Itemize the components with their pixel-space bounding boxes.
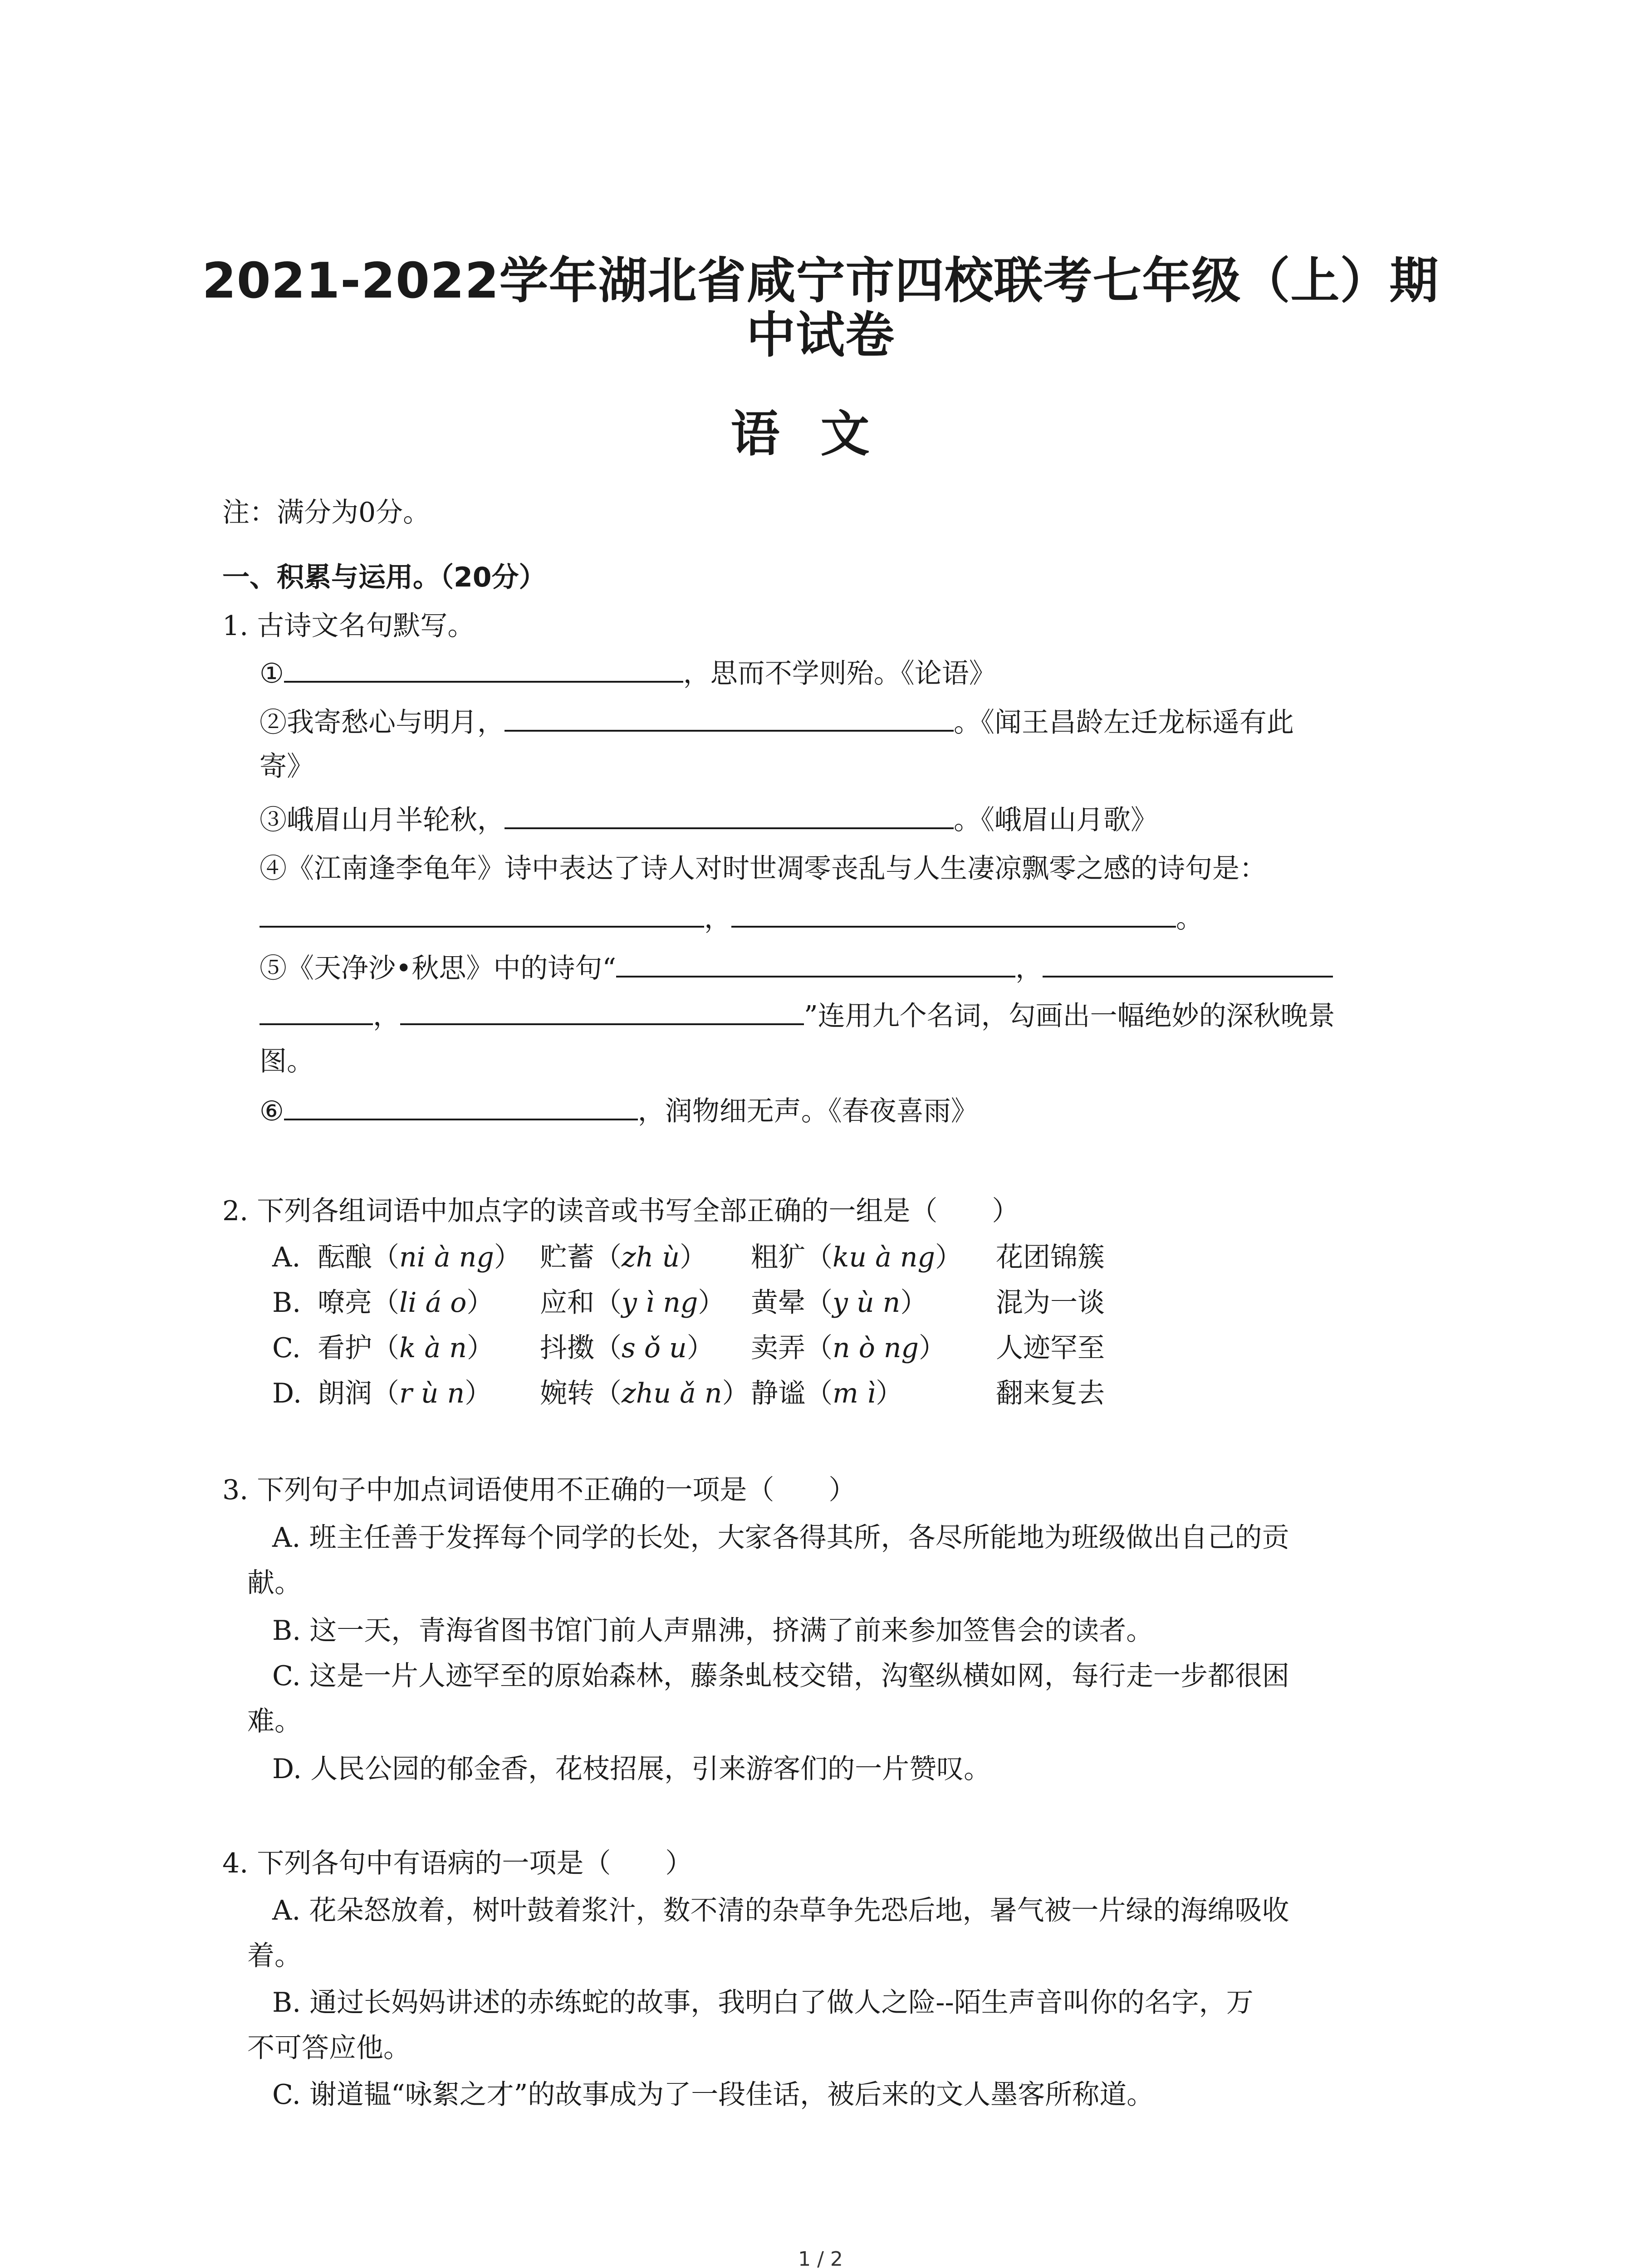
answer-blank[interactable] bbox=[260, 998, 373, 1025]
q1-item5-tail: ”连用九个名词，勾画出一幅绝妙的深秋晚景 bbox=[804, 1000, 1335, 1032]
q1-item5-text: ⑤《天净沙•秋思》中的诗句“ bbox=[260, 953, 617, 984]
q2-option-label: D. bbox=[272, 1378, 302, 1409]
q1-item1 bbox=[260, 655, 996, 692]
q2-option-word: 粗犷（ku à ng） bbox=[751, 1242, 962, 1273]
q3-option-a: A. 班主任善于发挥每个同学的长处，大家各得其所，各尽所能地为班级做出自己的贡 bbox=[272, 1522, 1289, 1554]
q2-option-word: 黄晕（y ù n） bbox=[751, 1287, 928, 1319]
answer-blank[interactable] bbox=[1043, 950, 1333, 978]
q2-option-word: 静谧（m ì） bbox=[751, 1378, 903, 1409]
score-note: 注：满分为0分。 bbox=[222, 497, 431, 528]
q3-option-c: C. 这是一片人迹罕至的原始森林，藤条虬枝交错，沟壑纵横如网，每行走一步都很困 bbox=[272, 1660, 1289, 1692]
q2-stem: 2. 下列各组词语中加点字的读音或书写全部正确的一组是（ ） bbox=[222, 1195, 1019, 1227]
q4-option-b: B. 通过长妈妈讲述的赤练蛇的故事，我明白了做人之险--陌生声音叫你的名字，万 bbox=[272, 1987, 1254, 2019]
q1-item5-comma2: ， bbox=[373, 1000, 400, 1032]
q2-option-word: 嘹亮（li á o） bbox=[318, 1287, 494, 1319]
q1-item5-wrap: 图。 bbox=[260, 1046, 314, 1077]
q1-item3 bbox=[260, 802, 1158, 838]
q2-option-word: 混为一谈 bbox=[996, 1287, 1105, 1319]
q2-option-word: 翻来复去 bbox=[996, 1378, 1105, 1409]
answer-blank[interactable] bbox=[505, 802, 954, 829]
q1-item3-tail: 。《峨眉山月歌》 bbox=[954, 804, 1158, 836]
q1-item4-comma: ， bbox=[704, 903, 731, 934]
q1-item4-blanks bbox=[260, 900, 1203, 937]
q4-stem: 4. 下列各句中有语病的一项是（ ） bbox=[222, 1848, 693, 1879]
q2-option-word: 人迹罕至 bbox=[996, 1332, 1105, 1364]
q1-item2-tail: 。《闻王昌龄左迁龙标遥有此 bbox=[954, 707, 1294, 738]
q2-option-word: 贮蓄（zh ù） bbox=[540, 1242, 707, 1273]
q1-item6-num: ⑥ bbox=[260, 1095, 284, 1127]
exam-title-line1: 2021-2022学年湖北省咸宁市四校联考七年级（上）期 bbox=[202, 253, 1439, 309]
answer-blank[interactable] bbox=[284, 1093, 638, 1120]
q3-stem: 3. 下列句子中加点词语使用不正确的一项是（ ） bbox=[222, 1474, 856, 1506]
q1-item4-period: 。 bbox=[1176, 903, 1203, 934]
q4-option-a: A. 花朵怒放着，树叶鼓着浆汁，数不清的杂草争先恐后地，暑气被一片绿的海绵吸收 bbox=[272, 1895, 1289, 1926]
page-number: 1 / 2 bbox=[798, 2248, 843, 2268]
q1-item5-comma1: ， bbox=[1015, 953, 1043, 984]
q3-option-d: D. 人民公园的郁金香，花枝招展，引来游客们的一片赞叹。 bbox=[272, 1753, 991, 1785]
q2-option-word: 抖擞（s ǒ u） bbox=[540, 1332, 714, 1364]
q1-stem: 1. 古诗文名句默写。 bbox=[222, 610, 475, 642]
q2-option-word: 看护（k à n） bbox=[318, 1332, 494, 1364]
q3-option-c-wrap: 难。 bbox=[247, 1706, 302, 1737]
answer-blank[interactable] bbox=[616, 950, 1015, 978]
q2-option-word: 应和（y ì ng） bbox=[540, 1287, 725, 1319]
q4-option-a-wrap: 着。 bbox=[247, 1940, 302, 1972]
q2-option-word: 婉转（zhu ǎ n） bbox=[540, 1378, 749, 1409]
answer-blank[interactable] bbox=[284, 655, 683, 683]
q3-option-b: B. 这一天，青海省图书馆门前人声鼎沸，挤满了前来参加签售会的读者。 bbox=[272, 1615, 1154, 1647]
q4-option-b-wrap: 不可答应他。 bbox=[247, 2032, 411, 2064]
q1-item2-text: ②我寄愁心与明月， bbox=[260, 707, 505, 738]
subject-title: 语文 bbox=[730, 406, 911, 463]
q1-item5 bbox=[260, 950, 1333, 987]
q2-option-word: 花团锦簇 bbox=[996, 1242, 1105, 1273]
section-heading: 一、积累与运用。（20分） bbox=[222, 562, 546, 593]
answer-blank[interactable] bbox=[731, 900, 1176, 928]
answer-blank[interactable] bbox=[505, 704, 954, 732]
q1-item4: ④《江南逢李龟年》诗中表达了诗人对时世凋零丧乱与人生凄凉飘零之感的诗句是： bbox=[260, 853, 1267, 885]
q1-item1-text: ，思而不学则殆。《论语》 bbox=[683, 658, 996, 689]
q3-option-a-wrap: 献。 bbox=[247, 1567, 302, 1599]
q4-option-c: C. 谢道韫“咏絮之才”的故事成为了一段佳话，被后来的文人墨客所称道。 bbox=[272, 2079, 1154, 2111]
q2-option-word: 酝酿（ni à ng） bbox=[318, 1242, 521, 1273]
q2-option-word: 卖弄（n ò ng） bbox=[751, 1332, 946, 1364]
q1-item2-wrap: 寄》 bbox=[260, 751, 314, 782]
q1-item2 bbox=[260, 704, 1294, 741]
q1-item3-text: ③峨眉山月半轮秋， bbox=[260, 804, 505, 836]
q1-item5-line2 bbox=[260, 998, 1335, 1034]
q1-item1-num: ① bbox=[260, 658, 284, 689]
q1-item6 bbox=[260, 1093, 978, 1129]
q2-option-label: A. bbox=[272, 1242, 301, 1273]
exam-title-line2: 中试卷 bbox=[746, 307, 895, 364]
answer-blank[interactable] bbox=[260, 900, 704, 928]
q2-option-label: B. bbox=[272, 1287, 301, 1319]
q1-item6-text: ，润物细无声。《春夜喜雨》 bbox=[637, 1095, 978, 1127]
answer-blank[interactable] bbox=[400, 998, 804, 1025]
q2-option-word: 朗润（r ù n） bbox=[318, 1378, 492, 1409]
q2-option-label: C. bbox=[272, 1332, 301, 1364]
